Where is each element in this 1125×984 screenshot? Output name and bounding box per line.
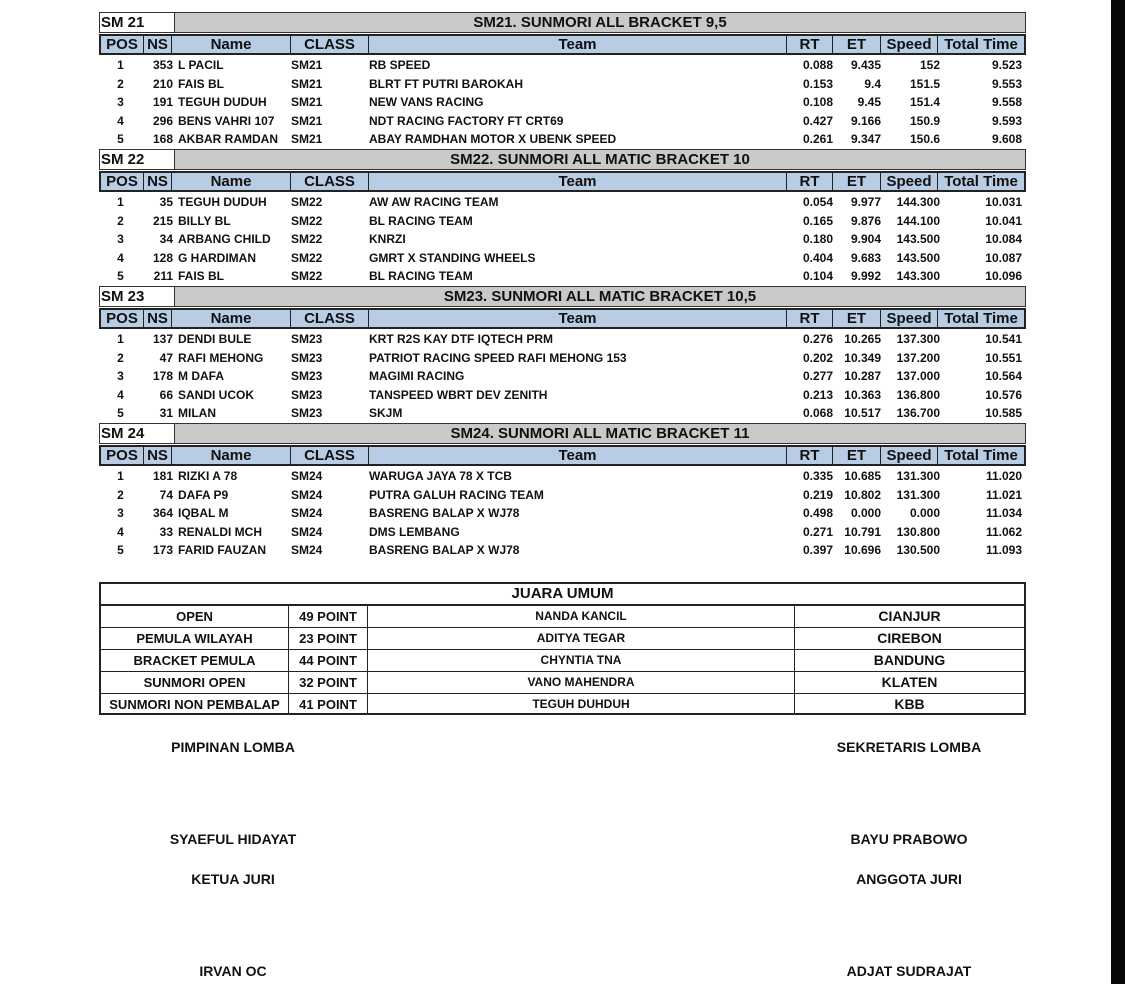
ketua-juri-name: IRVAN OC xyxy=(199,963,267,979)
cell-name: ARBANG CHILD xyxy=(178,232,271,246)
column-header: Total Time xyxy=(944,447,1018,464)
cell-pos: 4 xyxy=(117,387,124,402)
cell-pos: 3 xyxy=(117,506,124,520)
column-header-row xyxy=(99,445,1026,466)
cell-pos: 3 xyxy=(117,95,124,109)
section-title: SM23. SUNMORI ALL MATIC BRACKET 10,5 xyxy=(175,286,1026,307)
section-header xyxy=(99,12,1026,33)
cell-name: TEGUH DUDUH xyxy=(178,195,267,209)
column-header: NS xyxy=(144,310,172,327)
cell-total: 11.020 xyxy=(985,469,1022,483)
table-row xyxy=(99,404,1026,422)
cell-class: SM22 xyxy=(291,269,323,283)
column-header: Team xyxy=(369,310,787,327)
cell-class: SM21 xyxy=(291,58,323,72)
cell-rt: 0.180 xyxy=(802,232,833,246)
cell-pos: 2 xyxy=(117,487,124,502)
column-header: ET xyxy=(833,36,881,53)
cell-team: KRT R2S KAY DTF IQTECH PRM xyxy=(369,332,554,346)
cell-speed: 150.9 xyxy=(909,113,940,128)
pimpinan-lomba-name: SYAEFUL HIDAYAT xyxy=(169,831,297,847)
cell-name: BENS VAHRI 107 xyxy=(178,113,275,128)
cell-speed: 152 xyxy=(919,58,940,72)
cell-total: 10.585 xyxy=(985,406,1022,420)
section-header xyxy=(99,286,1026,307)
cell-et: 10.685 xyxy=(844,469,881,483)
cell-pos: 1 xyxy=(117,58,124,72)
cell-ns: 296 xyxy=(152,113,173,128)
juara-city: KBB xyxy=(894,696,925,712)
cell-ns: 173 xyxy=(152,543,173,557)
cell-class: SM24 xyxy=(291,543,323,557)
cell-name: FARID FAUZAN xyxy=(178,543,266,557)
cell-team: WARUGA JAYA 78 X TCB xyxy=(369,469,512,483)
cell-name: TEGUH DUDUH xyxy=(178,95,267,109)
cell-speed: 150.6 xyxy=(909,132,940,146)
table-row xyxy=(99,193,1026,211)
table-row xyxy=(99,330,1026,348)
cell-ns: 191 xyxy=(152,95,173,109)
cell-class: SM23 xyxy=(291,332,323,346)
column-header: CLASS xyxy=(291,36,369,53)
column-header: Name xyxy=(172,447,291,464)
cell-total: 11.093 xyxy=(985,543,1022,557)
cell-pos: 2 xyxy=(117,213,124,228)
cell-name: RIZKI A 78 xyxy=(178,469,238,483)
cell-rt: 0.165 xyxy=(802,213,833,228)
juara-city: CIREBON xyxy=(877,630,942,646)
column-header: NS xyxy=(144,36,172,53)
column-header: ET xyxy=(833,310,881,327)
cell-class: SM22 xyxy=(291,213,323,228)
section-title: SM21. SUNMORI ALL BRACKET 9,5 xyxy=(175,12,1026,33)
cell-pos: 2 xyxy=(117,76,124,91)
cell-rt: 0.277 xyxy=(802,369,833,383)
cell-name: DENDI BULE xyxy=(178,332,252,346)
cell-speed: 137.000 xyxy=(896,369,940,383)
cell-class: SM21 xyxy=(291,132,323,146)
cell-total: 10.551 xyxy=(985,350,1022,365)
column-header: Team xyxy=(369,173,787,190)
cell-class: SM24 xyxy=(291,506,323,520)
juara-city: CIANJUR xyxy=(878,608,941,624)
juara-row xyxy=(101,694,1024,716)
section-title: SM24. SUNMORI ALL MATIC BRACKET 11 xyxy=(175,423,1026,444)
table-row xyxy=(99,504,1026,522)
cell-speed: 151.4 xyxy=(909,95,940,109)
juara-city: KLATEN xyxy=(881,674,938,690)
cell-ns: 215 xyxy=(152,213,173,228)
cell-et: 10.696 xyxy=(844,543,881,557)
table-row xyxy=(99,93,1026,111)
cell-pos: 4 xyxy=(117,524,124,539)
cell-speed: 137.300 xyxy=(896,332,940,346)
cell-class: SM22 xyxy=(291,195,323,209)
cell-ns: 210 xyxy=(152,76,173,91)
column-header: Total Time xyxy=(944,173,1018,190)
table-row xyxy=(99,75,1026,93)
juara-category: BRACKET PEMULA xyxy=(101,650,289,671)
table-row xyxy=(99,112,1026,130)
cell-team: NEW VANS RACING xyxy=(369,95,484,109)
juara-points: 44 POINT xyxy=(289,650,368,671)
column-header: ET xyxy=(833,447,881,464)
cell-et: 10.517 xyxy=(844,406,881,420)
cell-class: SM24 xyxy=(291,524,323,539)
cell-et: 10.349 xyxy=(844,350,881,365)
cell-et: 9.166 xyxy=(850,113,881,128)
cell-speed: 151.5 xyxy=(909,76,940,91)
table-row xyxy=(99,267,1026,285)
section-header xyxy=(99,423,1026,444)
cell-speed: 131.300 xyxy=(896,469,940,483)
juara-name: TEGUH DUHDUH xyxy=(368,694,795,715)
cell-rt: 0.404 xyxy=(802,250,833,265)
column-header: CLASS xyxy=(291,173,369,190)
column-header: Team xyxy=(369,36,787,53)
cell-class: SM23 xyxy=(291,350,323,365)
cell-et: 9.876 xyxy=(850,213,881,228)
juara-row xyxy=(101,606,1024,628)
cell-total: 10.576 xyxy=(985,387,1022,402)
juara-row xyxy=(101,672,1024,694)
cell-et: 9.977 xyxy=(850,195,881,209)
cell-ns: 66 xyxy=(159,387,173,402)
cell-total: 11.062 xyxy=(985,524,1022,539)
cell-rt: 0.271 xyxy=(802,524,833,539)
cell-ns: 35 xyxy=(159,195,173,209)
cell-speed: 136.800 xyxy=(896,387,940,402)
cell-class: SM23 xyxy=(291,387,323,402)
cell-rt: 0.104 xyxy=(802,269,833,283)
juara-category: SUNMORI OPEN xyxy=(101,672,289,693)
anggota-juri-name: ADJAT SUDRAJAT xyxy=(846,963,972,979)
table-row xyxy=(99,486,1026,504)
cell-ns: 74 xyxy=(159,487,173,502)
cell-total: 10.096 xyxy=(985,269,1022,283)
cell-team: PUTRA GALUH RACING TEAM xyxy=(369,487,544,502)
cell-et: 9.992 xyxy=(850,269,881,283)
section-code: SM 24 xyxy=(99,423,175,444)
juara-category: OPEN xyxy=(101,606,289,627)
cell-name: FAIS BL xyxy=(178,76,225,91)
juara-category: SUNMORI NON PEMBALAP xyxy=(101,694,289,715)
cell-et: 0.000 xyxy=(850,506,881,520)
juara-name: VANO MAHENDRA xyxy=(368,672,795,693)
cell-pos: 4 xyxy=(117,113,124,128)
juara-row xyxy=(101,628,1024,650)
column-header-row xyxy=(99,34,1026,55)
column-header: RT xyxy=(787,173,833,190)
cell-speed: 130.800 xyxy=(896,524,940,539)
sekretaris-lomba-label: SEKRETARIS LOMBA xyxy=(836,739,982,755)
column-header: POS xyxy=(101,173,144,190)
cell-name: IQBAL M xyxy=(178,506,229,520)
cell-speed: 144.100 xyxy=(896,213,940,228)
cell-total: 10.087 xyxy=(985,250,1022,265)
juara-points: 41 POINT xyxy=(289,694,368,715)
cell-ns: 137 xyxy=(152,332,173,346)
cell-rt: 0.202 xyxy=(802,350,833,365)
cell-class: SM22 xyxy=(291,250,323,265)
cell-team: BLRT FT PUTRI BAROKAH xyxy=(369,76,523,91)
cell-pos: 1 xyxy=(117,195,124,209)
ketua-juri-label: KETUA JURI xyxy=(191,871,275,887)
cell-name: FAIS BL xyxy=(178,269,225,283)
cell-team: NDT RACING FACTORY FT CRT69 xyxy=(369,113,564,128)
column-header: NS xyxy=(144,173,172,190)
cell-total: 9.523 xyxy=(991,58,1022,72)
cell-rt: 0.335 xyxy=(802,469,833,483)
cell-pos: 5 xyxy=(117,269,124,283)
cell-speed: 143.500 xyxy=(896,232,940,246)
cell-et: 10.265 xyxy=(844,332,881,346)
section-code: SM 21 xyxy=(99,12,175,33)
cell-team: RB SPEED xyxy=(369,58,431,72)
cell-pos: 5 xyxy=(117,406,124,420)
cell-name: RAFI MEHONG xyxy=(178,350,264,365)
cell-total: 9.553 xyxy=(991,76,1022,91)
cell-name: L PACIL xyxy=(178,58,224,72)
cell-et: 10.287 xyxy=(844,369,881,383)
cell-team: BL RACING TEAM xyxy=(369,269,473,283)
cell-team: GMRT X STANDING WHEELS xyxy=(369,250,536,265)
juara-name: CHYNTIA TNA xyxy=(368,650,795,671)
cell-total: 9.558 xyxy=(991,95,1022,109)
juara-name: ADITYA TEGAR xyxy=(368,628,795,649)
cell-ns: 33 xyxy=(159,524,173,539)
cell-ns: 168 xyxy=(152,132,173,146)
column-header: Speed xyxy=(881,173,938,190)
cell-pos: 1 xyxy=(117,332,124,346)
section-title: SM22. SUNMORI ALL MATIC BRACKET 10 xyxy=(175,149,1026,170)
cell-pos: 1 xyxy=(117,469,124,483)
table-row xyxy=(99,541,1026,559)
cell-speed: 144.300 xyxy=(896,195,940,209)
cell-rt: 0.213 xyxy=(802,387,833,402)
cell-class: SM24 xyxy=(291,469,323,483)
juara-category: PEMULA WILAYAH xyxy=(101,628,289,649)
cell-speed: 137.200 xyxy=(896,350,940,365)
cell-name: M DAFA xyxy=(178,369,224,383)
juara-name: NANDA KANCIL xyxy=(368,606,795,627)
cell-class: SM23 xyxy=(291,369,323,383)
column-header: Name xyxy=(172,310,291,327)
cell-class: SM23 xyxy=(291,406,323,420)
column-header: ET xyxy=(833,173,881,190)
cell-rt: 0.153 xyxy=(802,76,833,91)
cell-total: 10.041 xyxy=(985,213,1022,228)
juara-points: 23 POINT xyxy=(289,628,368,649)
cell-et: 9.4 xyxy=(864,76,881,91)
column-header: RT xyxy=(787,310,833,327)
table-row xyxy=(99,230,1026,248)
cell-ns: 47 xyxy=(159,350,173,365)
column-header: Name xyxy=(172,36,291,53)
photo-edge-shadow xyxy=(1111,0,1125,984)
column-header: Speed xyxy=(881,310,938,327)
cell-rt: 0.427 xyxy=(802,113,833,128)
cell-team: SKJM xyxy=(369,406,403,420)
cell-class: SM21 xyxy=(291,76,323,91)
cell-team: MAGIMI RACING xyxy=(369,369,465,383)
cell-class: SM24 xyxy=(291,487,323,502)
cell-total: 9.593 xyxy=(991,113,1022,128)
cell-team: BASRENG BALAP X WJ78 xyxy=(369,506,520,520)
cell-total: 11.034 xyxy=(985,506,1022,520)
column-header: Speed xyxy=(881,36,938,53)
juara-row xyxy=(101,650,1024,672)
cell-rt: 0.219 xyxy=(802,487,833,502)
cell-name: RENALDI MCH xyxy=(178,524,262,539)
cell-total: 11.021 xyxy=(985,487,1022,502)
cell-ns: 178 xyxy=(152,369,173,383)
juara-umum-table xyxy=(99,582,1026,715)
column-header: Name xyxy=(172,173,291,190)
cell-pos: 4 xyxy=(117,250,124,265)
cell-team: KNRZI xyxy=(369,232,406,246)
table-row xyxy=(99,56,1026,74)
cell-rt: 0.068 xyxy=(802,406,833,420)
column-header: RT xyxy=(787,36,833,53)
cell-pos: 3 xyxy=(117,369,124,383)
cell-et: 9.347 xyxy=(850,132,881,146)
cell-pos: 5 xyxy=(117,132,124,146)
cell-name: MILAN xyxy=(178,406,216,420)
column-header: Team xyxy=(369,447,787,464)
cell-name: AKBAR RAMDAN xyxy=(178,132,278,146)
cell-speed: 130.500 xyxy=(896,543,940,557)
cell-rt: 0.054 xyxy=(802,195,833,209)
cell-et: 10.363 xyxy=(844,387,881,402)
cell-speed: 143.500 xyxy=(896,250,940,265)
cell-pos: 5 xyxy=(117,543,124,557)
cell-rt: 0.498 xyxy=(802,506,833,520)
table-row xyxy=(99,249,1026,267)
column-header: NS xyxy=(144,447,172,464)
table-row xyxy=(99,212,1026,230)
cell-class: SM21 xyxy=(291,95,323,109)
cell-et: 10.802 xyxy=(844,487,881,502)
cell-ns: 181 xyxy=(152,469,173,483)
cell-team: TANSPEED WBRT DEV ZENITH xyxy=(369,387,548,402)
column-header: RT xyxy=(787,447,833,464)
cell-total: 10.084 xyxy=(985,232,1022,246)
cell-total: 9.608 xyxy=(991,132,1022,146)
column-header: POS xyxy=(101,447,144,464)
cell-ns: 31 xyxy=(159,406,173,420)
table-row xyxy=(99,523,1026,541)
cell-speed: 0.000 xyxy=(909,506,940,520)
cell-et: 10.791 xyxy=(844,524,881,539)
cell-name: BILLY BL xyxy=(178,213,231,228)
cell-rt: 0.276 xyxy=(802,332,833,346)
cell-ns: 128 xyxy=(152,250,173,265)
cell-team: BASRENG BALAP X WJ78 xyxy=(369,543,520,557)
cell-speed: 131.300 xyxy=(896,487,940,502)
cell-ns: 364 xyxy=(152,506,173,520)
anggota-juri-label: ANGGOTA JURI xyxy=(856,871,962,887)
cell-et: 9.435 xyxy=(850,58,881,72)
cell-total: 10.564 xyxy=(985,369,1022,383)
column-header: POS xyxy=(101,310,144,327)
sekretaris-lomba-name: BAYU PRABOWO xyxy=(850,831,968,847)
cell-ns: 211 xyxy=(153,269,173,283)
table-row xyxy=(99,367,1026,385)
cell-rt: 0.108 xyxy=(802,95,833,109)
column-header: POS xyxy=(101,36,144,53)
cell-et: 9.45 xyxy=(857,95,881,109)
cell-team: PATRIOT RACING SPEED RAFI MEHONG 153 xyxy=(369,350,627,365)
column-header-row xyxy=(99,171,1026,192)
section-code: SM 22 xyxy=(99,149,175,170)
cell-pos: 2 xyxy=(117,350,124,365)
cell-ns: 353 xyxy=(152,58,173,72)
cell-total: 10.541 xyxy=(985,332,1022,346)
cell-et: 9.683 xyxy=(850,250,881,265)
cell-ns: 34 xyxy=(159,232,173,246)
pimpinan-lomba-label: PIMPINAN LOMBA xyxy=(171,739,295,755)
column-header: CLASS xyxy=(291,447,369,464)
column-header: Total Time xyxy=(944,310,1018,327)
cell-name: DAFA P9 xyxy=(178,487,229,502)
column-header-row xyxy=(99,308,1026,329)
cell-rt: 0.261 xyxy=(802,132,833,146)
section-code: SM 23 xyxy=(99,286,175,307)
cell-name: G HARDIMAN xyxy=(178,250,256,265)
column-header: CLASS xyxy=(291,310,369,327)
cell-speed: 143.300 xyxy=(896,269,940,283)
juara-points: 32 POINT xyxy=(289,672,368,693)
column-header: Speed xyxy=(881,447,938,464)
table-row xyxy=(99,467,1026,485)
cell-rt: 0.088 xyxy=(802,58,833,72)
cell-total: 10.031 xyxy=(985,195,1022,209)
cell-name: SANDI UCOK xyxy=(178,387,255,402)
table-row xyxy=(99,349,1026,367)
cell-et: 9.904 xyxy=(850,232,881,246)
cell-team: AW AW RACING TEAM xyxy=(369,195,499,209)
cell-class: SM21 xyxy=(291,113,323,128)
cell-rt: 0.397 xyxy=(802,543,833,557)
cell-team: ABAY RAMDHAN MOTOR X UBENK SPEED xyxy=(369,132,617,146)
cell-class: SM22 xyxy=(291,232,323,246)
column-header: Total Time xyxy=(944,36,1018,53)
cell-speed: 136.700 xyxy=(896,406,940,420)
table-row xyxy=(99,130,1026,148)
cell-team: DMS LEMBANG xyxy=(369,524,460,539)
cell-pos: 3 xyxy=(117,232,124,246)
section-header xyxy=(99,149,1026,170)
juara-umum-title: JUARA UMUM xyxy=(101,584,1024,606)
table-row xyxy=(99,386,1026,404)
juara-city: BANDUNG xyxy=(873,652,946,668)
cell-team: BL RACING TEAM xyxy=(369,213,473,228)
juara-points: 49 POINT xyxy=(289,606,368,627)
